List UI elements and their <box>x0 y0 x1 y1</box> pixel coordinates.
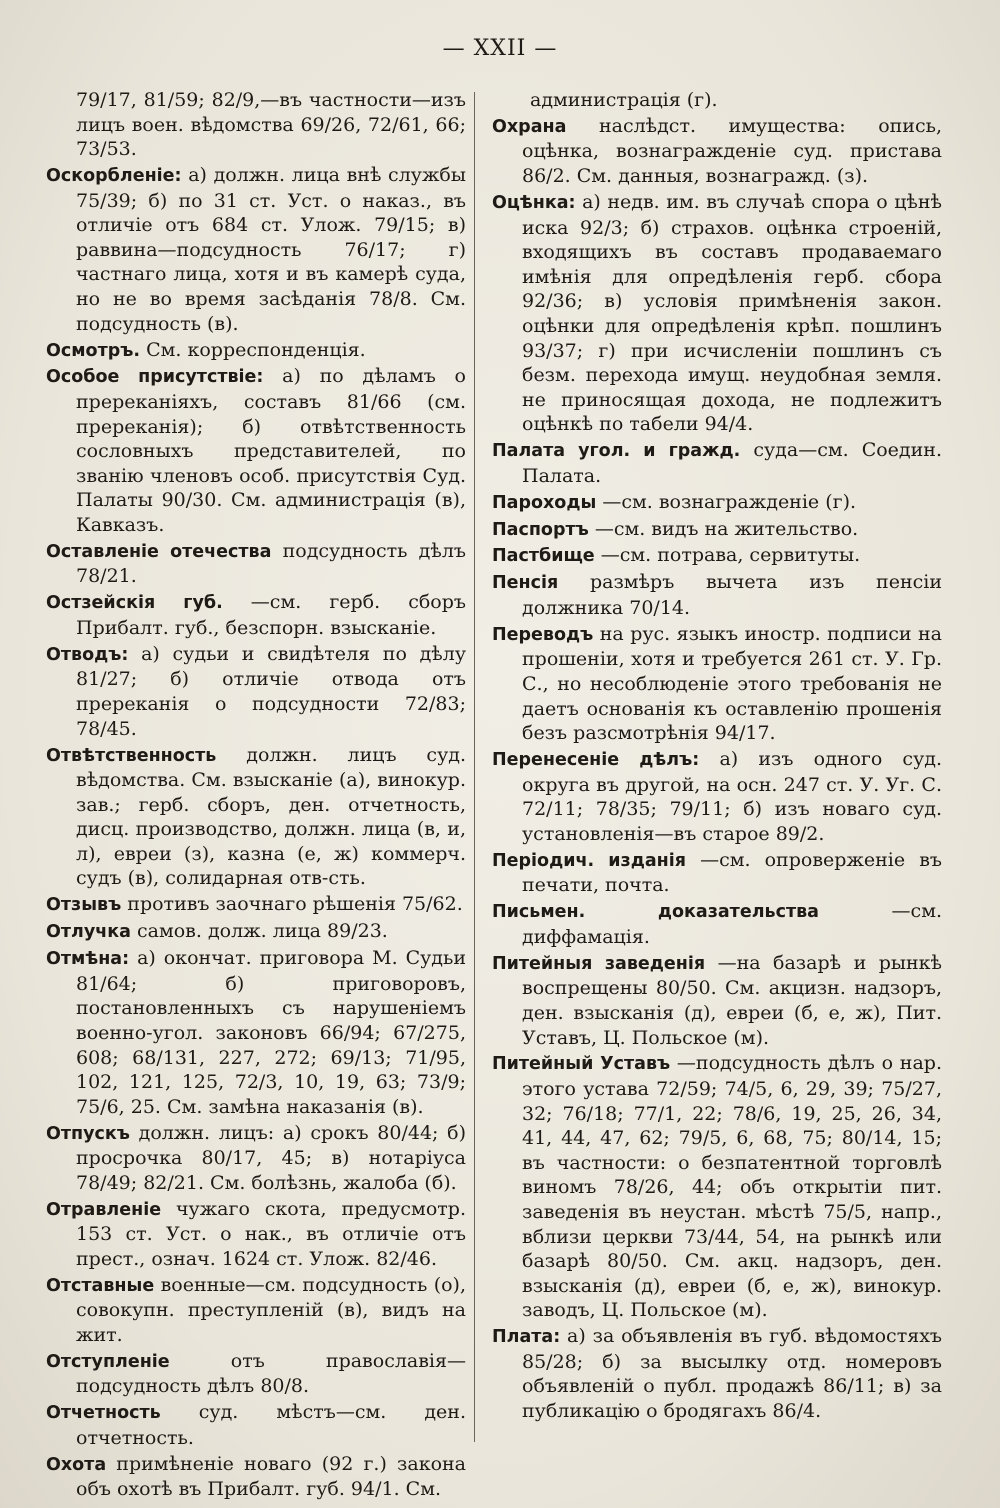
entry-text: чужаго скота, предусмотр. 153 ст. Уст. о нак., въ отличіе отъ прест., означ. 1624 ст. Улож. 82/46. <box>76 1197 466 1270</box>
entry-text: —см. видъ на жительство. <box>594 517 859 540</box>
entry-text: администрація (г). <box>530 89 718 111</box>
index-entry <box>492 438 942 488</box>
entry-text: противъ заочнаго рѣшенія 75/62. <box>127 893 463 916</box>
entry-text: —см. опроверженіе въ печати, почта. <box>522 848 942 897</box>
entry-heading: Отзывъ <box>46 895 122 916</box>
entry-text: а) по дѣламъ о пререканіяхъ, составъ 81/66 (см. пререканія); б) отвѣтственность сословныхъ представителей, по званію членовъ особ. присутствія Суд. Палаты 90/30. См. администрація (в), Кавказъ. <box>76 365 466 536</box>
entry-heading: Охрана <box>492 116 567 137</box>
entry-heading: Оставленіе отечества <box>46 541 272 562</box>
index-entry <box>492 114 942 189</box>
entry-text: —на базарѣ и рынкѣ воспрещены 80/50. См. акцизн. надзоръ, ден. взысканія (д), евреи (б, е, ж), Пит. Уставъ, Ц. Польское (м). <box>522 951 942 1049</box>
entry-heading: Оцѣнка: <box>492 192 576 213</box>
entry-text: а) должн. лица внѣ службы 75/39; б) по 31 ст. Уст. о наказ., въ отличіе отъ 684 ст. Улож. 79/15; в) раввина—подсудность 76/17; г) частнаго лица, хотя и въ камерѣ суда, но не во время засѣданія 78/8. См. подсудность (в). <box>76 164 466 335</box>
entry-text: —см. вознагражденіе (г). <box>602 490 857 513</box>
entry-text: —подсудность дѣлъ о нар. этого устава 72/59; 74/5, 6, 29, 39; 75/27, 32; 76/18; 77/1, 22; 78/6, 19, 25, 26, 34, 41, 44, 47, 62; 79/5, 6, 68, 75; 80/14, 15; въ частности: о безпатентной торговлѣ виномъ 78/26, 44; объ открытіи пит. заведенія въ неустан. мѣстѣ 75/5, напр., вблизи церкви 73/44, 54, на рынкѣ или базарѣ 80/50. См. акц. надзоръ, ден. взысканія (д), евреи (б, е, ж), винокур. заводъ, Ц. Польское (м). <box>522 1052 942 1322</box>
index-entry <box>492 848 942 898</box>
index-entry <box>46 364 466 537</box>
index-entry <box>492 490 942 516</box>
entry-heading: Охота <box>46 1454 107 1475</box>
entry-heading: Отравленіе <box>46 1199 162 1220</box>
entry-text: —см. герб. сборъ Прибалт. губ., безспорн. взысканіе. <box>76 591 466 639</box>
index-entry <box>46 590 466 640</box>
index-entry <box>46 163 466 336</box>
index-entry <box>492 570 942 620</box>
index-entry <box>46 88 466 162</box>
entry-text: См. корреспонденція. <box>146 338 366 361</box>
entry-text: а) изъ одного суд. округа въ другой, на осн. 247 ст. У. Уг. С. 72/11; 78/35; 79/11; б) изъ новаго суд. установленія—въ старое 89/2. <box>522 748 942 845</box>
entry-heading: Письмен. доказательства <box>492 902 819 923</box>
index-entry <box>46 919 466 945</box>
index-entry <box>46 1273 466 1348</box>
index-entry <box>46 642 466 741</box>
index-entry <box>46 539 466 589</box>
entry-heading: Пенсія <box>492 573 559 594</box>
entry-text: должн. лицъ суд. вѣдомства. См. взысканіе (а), винокур. зав.; герб. сборъ, ден. отчетность, дисц. производство, должн. лица (в, и, л), евреи (з), казна (е, ж) коммерч. судъ (в), солидарная отв-сть. <box>76 743 466 890</box>
entry-heading: Пароходы <box>492 492 597 513</box>
entry-text: самов. долж. лица 89/23. <box>137 920 388 943</box>
index-entry <box>492 747 942 846</box>
entry-heading: Остзейскія губ. <box>46 593 223 614</box>
entry-text: подсудность дѣлъ 78/21. <box>76 539 466 588</box>
entry-heading: Отпускъ <box>46 1123 130 1144</box>
index-entry <box>46 1349 466 1399</box>
entry-text: а) за объявленія въ губ. вѣдомостяхъ 85/28; б) за высылку отд. номеровъ объявленій о публ. продажѣ 86/11; в) за публикацію о бродягахъ 86/4. <box>522 1325 943 1423</box>
index-entry <box>46 892 466 918</box>
index-entry <box>46 946 466 1119</box>
entry-text: а) окончат. приговора М. Судьи 81/64; б) приговоровъ, постановленныхъ съ нарушеніемъ военно-угол. законовъ 66/94; 67/275, 608; 68/131, 227, 272; 69/13; 71/95, 102, 121, 125, 72/3, 10, 19, 63; 73/9; 75/6, 25. См. замѣна наказанія (в). <box>76 947 467 1118</box>
entry-text: суд. мѣстъ—см. ден. отчетность. <box>76 1401 466 1449</box>
entry-text: примѣненіе новаго (92 г.) закона объ охотѣ въ Прибалт. губ. 94/1. См. <box>76 1452 466 1501</box>
entry-heading: Отставные <box>46 1275 155 1296</box>
left-column <box>46 88 466 1503</box>
index-entry <box>492 517 942 543</box>
index-entry <box>492 899 942 949</box>
entry-text: отъ православія—подсудность дѣлъ 80/8. <box>76 1349 466 1398</box>
entry-heading: Питейныя заведенія <box>492 953 706 974</box>
entry-heading: Періодич. изданія <box>492 850 686 871</box>
entry-text: а) недв. им. въ случаѣ спора о цѣнѣ иска 92/3; б) страхов. оцѣнка строеній, входящихъ въ составъ продаваемаго имѣнія для опредѣленія герб. сбора 92/36; в) условія примѣненія закон. оцѣнки для опредѣленія крѣп. пошлинъ 93/37; г) при исчисленіи пошлинъ съ безм. перехода имущ. неудобная земля. не приносящая дохода, не подлежитъ оцѣнкѣ по табели 94/4. <box>522 190 942 436</box>
entry-text: 79/17, 81/59; 82/9,—въ частности—изъ лицъ воен. вѣдомства 69/26, 72/61, 66; 73/53. <box>76 89 466 161</box>
entry-text: наслѣдст. имущества: опись, оцѣнка, вознагражденіе суд. пристава 86/2. См. данныя, вознагражд. (з). <box>522 114 942 188</box>
index-entry <box>46 1452 466 1502</box>
index-entry <box>492 951 942 1050</box>
entry-heading: Отмѣна: <box>46 949 130 970</box>
entry-text: размѣръ вычета изъ пенсіи должника 70/14. <box>522 571 942 619</box>
entry-heading: Осмотръ. <box>46 340 141 361</box>
index-entry <box>492 88 942 113</box>
page-number: — XXII — <box>442 36 558 61</box>
entry-heading: Перенесеніе дѣлъ: <box>492 750 700 771</box>
entry-text: суда—см. Соедин. Палата. <box>522 439 942 487</box>
entry-heading: Особое присутствіе: <box>46 367 264 388</box>
entry-heading: Переводъ <box>492 624 594 645</box>
entry-heading: Отвѣтственность <box>46 745 217 766</box>
entry-text: —см. диффамація. <box>522 900 943 948</box>
entry-heading: Палата угол. и гражд. <box>492 441 741 462</box>
entry-heading: Отчетность <box>46 1403 161 1424</box>
index-entry <box>492 1324 942 1423</box>
entry-heading: Питейный Уставъ <box>492 1054 671 1075</box>
index-entry <box>492 543 942 569</box>
entry-text: должн. лицъ: а) срокъ 80/44; б) просрочка 80/17, 45; в) нотаріуса 78/49; 82/21. См. болѣзнь, жалоба (б). <box>76 1121 466 1194</box>
entry-heading: Оскорбленіе: <box>46 166 182 187</box>
entry-text: а) судьи и свидѣтеля по дѣлу 81/27; б) отличіе отвода отъ пререканія о подсудности 72/83; 78/45. <box>76 642 466 740</box>
entry-heading: Отводъ: <box>46 644 129 665</box>
index-entry <box>46 1121 466 1196</box>
entry-text: военные—см. подсудность (о), совокупн. преступленій (в), видъ на жит. <box>76 1273 466 1346</box>
entry-heading: Отлучка <box>46 922 131 943</box>
index-entry <box>492 190 942 437</box>
entry-text: —см. потрава, сервитуты. <box>600 544 861 567</box>
entry-heading: Пастбище <box>492 546 595 567</box>
entry-heading: Плата: <box>492 1327 561 1348</box>
index-entry <box>492 1051 942 1323</box>
index-entry <box>46 1197 466 1272</box>
index-entry <box>46 338 466 364</box>
entry-text: на рус. языкъ иностр. подписи на прошеніи, хотя и требуется 261 ст. У. Гр. С., но несоблюденіе этого требованія не даетъ основанія къ оставленію прошенія безъ разсмотрѣнія 94/17. <box>522 622 942 745</box>
column-divider <box>474 92 475 1442</box>
index-entry <box>46 1400 466 1450</box>
entry-heading: Отступленіе <box>46 1351 170 1372</box>
index-entry <box>46 743 466 892</box>
right-column <box>492 88 942 1425</box>
index-entry <box>492 622 942 746</box>
entry-heading: Паспортъ <box>492 519 589 540</box>
